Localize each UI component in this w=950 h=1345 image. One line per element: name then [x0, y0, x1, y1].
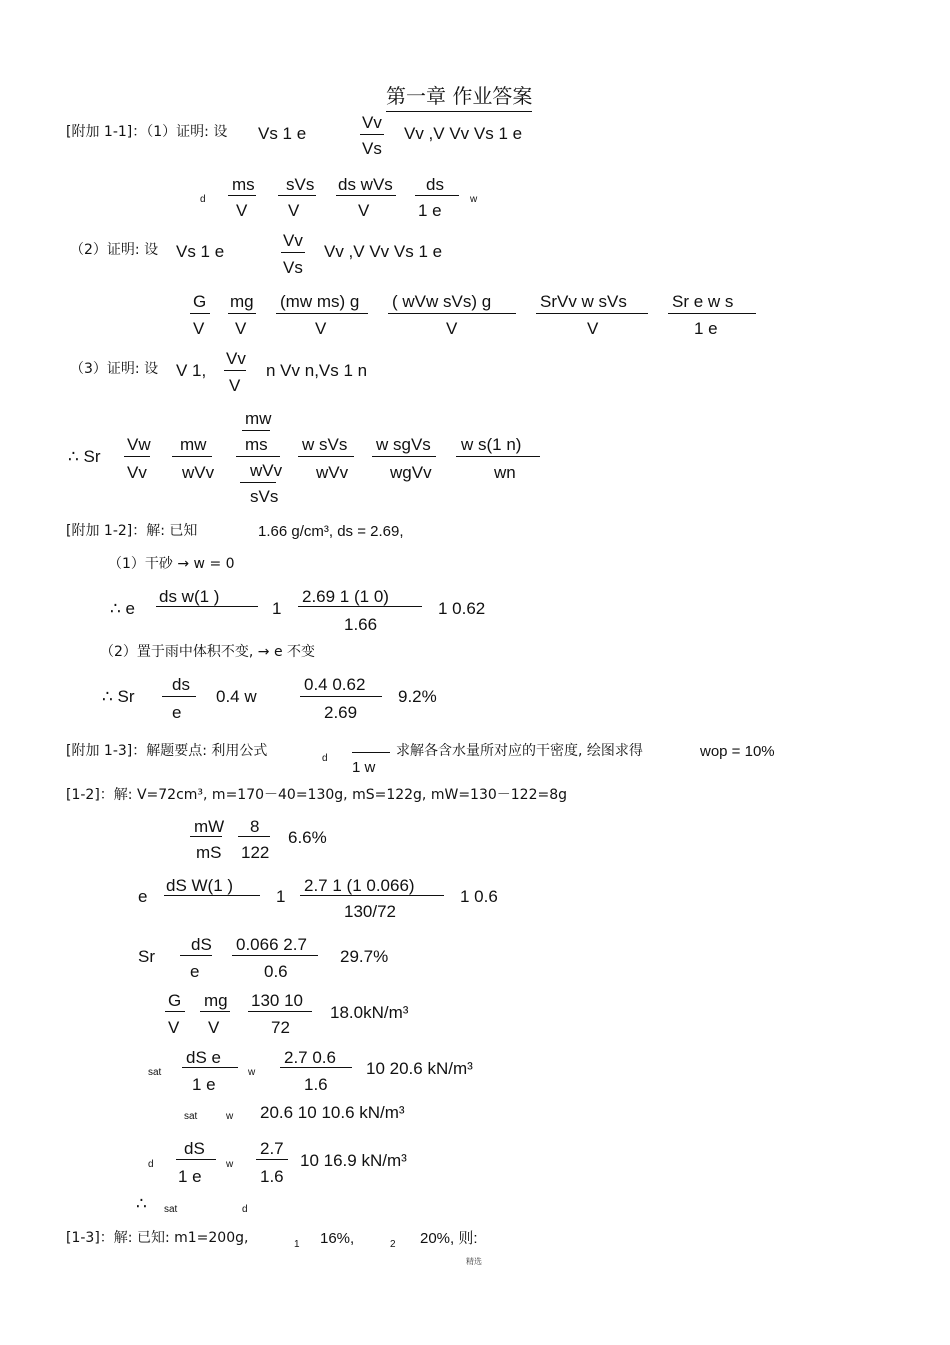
given-value: 16%, [320, 1230, 355, 1247]
result: wop = 10% [700, 743, 775, 760]
fraction-numerator: 2.69 1 (1 0) [302, 587, 389, 606]
result: 1 0.6 [460, 887, 498, 906]
fraction-bar [415, 195, 459, 196]
fraction-denominator: Vv [127, 463, 147, 482]
fraction-bar [172, 456, 212, 457]
fraction-denominator: 1 e [192, 1075, 216, 1094]
fraction-numerator: ds [172, 675, 190, 694]
fraction-bar [298, 606, 422, 607]
fraction-numerator: sVs [286, 175, 315, 194]
fraction-bar [176, 1159, 216, 1160]
fraction-numerator: ds w(1 ) [159, 587, 220, 606]
fraction-denominator: V [446, 319, 458, 338]
symbol: d [148, 1159, 154, 1170]
footer-text: 精选 [466, 1257, 482, 1266]
fraction-numerator: mg [230, 292, 254, 311]
fraction-bar [232, 955, 318, 956]
fraction-denominator: e [172, 703, 182, 722]
section-label-p12: [附加 1-2]：解: 已知 [66, 523, 198, 539]
fraction-denominator: 1 e [418, 201, 442, 220]
fraction-denominator: V [358, 201, 370, 220]
fraction-denominator: V [288, 201, 300, 220]
equation: Vv ,V Vv Vs 1 e [324, 242, 443, 261]
symbol: d [322, 753, 328, 764]
fraction-bar [281, 252, 305, 253]
fraction-bar [300, 895, 444, 896]
result: 9.2% [398, 687, 437, 706]
equation: Vs 1 e [258, 124, 307, 143]
fraction-numerator: Vv [362, 113, 382, 132]
fraction-denominator: V [587, 319, 599, 338]
fraction-denominator: V [235, 319, 247, 338]
fraction-numerator: dS e [186, 1048, 221, 1067]
step-text: （1）干砂 → w = 0 [108, 556, 235, 572]
equation: Vv ,V Vv Vs 1 e [404, 124, 523, 143]
body-text: 求解各含水量所对应的干密度, 绘图求得 [396, 743, 643, 759]
fraction-bar [224, 370, 246, 371]
result: 1 0.62 [438, 599, 486, 618]
fraction-bar [236, 456, 280, 457]
result: 29.7% [340, 947, 389, 966]
symbol: w [226, 1111, 234, 1122]
fraction-denominator: 1.6 [260, 1167, 284, 1186]
fraction-denominator: V [208, 1018, 220, 1037]
fraction-numerator: Vv [283, 231, 303, 250]
symbol: ∴ Sr [68, 447, 101, 466]
fraction-numerator: mg [204, 991, 228, 1010]
symbol: 2 [390, 1239, 396, 1250]
symbol: d [242, 1204, 248, 1215]
fraction-denominator: V [168, 1018, 180, 1037]
fraction-denominator: wVv [250, 461, 283, 480]
fraction-numerator: ms [245, 435, 268, 454]
symbol: w [248, 1067, 256, 1078]
fraction-numerator: w sgVs [376, 435, 431, 454]
fraction-bar [352, 752, 390, 753]
fraction-bar [124, 456, 150, 457]
fraction-numerator: 2.7 [260, 1139, 284, 1158]
fraction-bar [456, 456, 540, 457]
symbol: d [200, 194, 206, 205]
fraction-numerator: dS [184, 1139, 205, 1158]
equation: 0.4 w [216, 687, 257, 706]
therefore-symbol: ∴ [136, 1194, 147, 1213]
fraction-bar [280, 1067, 352, 1068]
fraction-denominator: 0.6 [264, 962, 288, 981]
fraction-denominator: V [236, 201, 248, 220]
fraction-bar [372, 456, 436, 457]
symbol: 1 [294, 1239, 300, 1250]
fraction-bar [180, 955, 212, 956]
fraction-bar [278, 195, 316, 196]
fraction-numerator: w sVs [302, 435, 348, 454]
equation: 1 [272, 599, 282, 618]
fraction-denominator: sVs [250, 487, 279, 506]
fraction-numerator: G [193, 292, 207, 311]
fraction-bar [156, 606, 258, 607]
fraction-bar [536, 313, 648, 314]
symbol: sat [164, 1204, 178, 1215]
fraction-denominator: wVv [182, 463, 215, 482]
given-values: 1.66 g/cm³, ds = 2.69, [258, 523, 404, 540]
fraction-bar [190, 313, 210, 314]
symbol: w [226, 1159, 234, 1170]
symbol: sat [184, 1111, 198, 1122]
fraction-bar [240, 482, 276, 483]
fraction-denominator: Vs [362, 139, 382, 158]
fraction-denominator: 1.66 [344, 615, 378, 634]
fraction-bar [668, 313, 756, 314]
fraction-numerator: 0.4 0.62 [304, 675, 366, 694]
fraction-denominator: V [315, 319, 327, 338]
equation: 1 [276, 887, 286, 906]
fraction-bar [238, 836, 270, 837]
fraction-bar [336, 195, 396, 196]
fraction-numerator: ds wVs [338, 175, 393, 194]
fraction-numerator: ds [426, 175, 444, 194]
fraction-numerator: Vv [226, 349, 246, 368]
fraction-denominator: e [190, 962, 200, 981]
fraction-denominator: 1.6 [304, 1075, 328, 1094]
fraction-bar [228, 313, 256, 314]
fraction-denominator: 72 [271, 1018, 290, 1037]
fraction-bar [228, 195, 256, 196]
fraction-numerator: SrVv w sVs [540, 292, 627, 311]
fraction-numerator: 2.7 0.6 [284, 1048, 336, 1067]
fraction-numerator: 2.7 1 (1 0.066) [304, 876, 415, 895]
section-label-1-1: [附加 1-1]：（1）证明: 设 [66, 124, 228, 140]
fraction-bar [164, 895, 260, 896]
fraction-numerator: G [168, 991, 182, 1010]
symbol: sat [148, 1067, 162, 1078]
equation: n Vv n,Vs 1 n [266, 361, 368, 380]
fraction-denominator: 122 [241, 843, 270, 862]
fraction-bar [200, 1011, 230, 1012]
fraction-bar [162, 696, 196, 697]
fraction-numerator: dS W(1 ) [166, 876, 234, 895]
fraction-bar [388, 313, 516, 314]
fraction-numerator: Sr e w s [672, 292, 734, 311]
fraction-denominator: 1 e [694, 319, 718, 338]
fraction-bar [360, 134, 384, 135]
fraction-denominator: wVv [316, 463, 349, 482]
fraction-denominator: wgVv [390, 463, 432, 482]
fraction-numerator: mw [180, 435, 207, 454]
fraction-numerator: Vw [127, 435, 151, 454]
equation: Vs 1 e [176, 242, 225, 261]
fraction-bar [242, 430, 270, 431]
fraction-numerator: 0.066 2.7 [236, 935, 307, 954]
fraction-bar [300, 696, 382, 697]
fraction-denominator: Vs [283, 258, 303, 277]
fraction-denominator: 2.69 [324, 703, 358, 722]
fraction-denominator: V [229, 376, 241, 395]
fraction-numerator: ms [232, 175, 255, 194]
section-label-1-1-2: （2）证明: 设 [70, 242, 159, 258]
given-value: 20%, 则: [420, 1230, 478, 1247]
section-label-q13: [1-3]：解: 已知: m1=200g, [66, 1230, 249, 1246]
section-label-p13: [附加 1-3]：解题要点: 利用公式 [66, 743, 268, 759]
fraction-numerator: mw [245, 409, 272, 428]
fraction-bar [276, 313, 368, 314]
symbol: e [138, 887, 148, 906]
fraction-numerator: (mw ms) g [280, 292, 360, 311]
result: 10 16.9 kN/m³ [300, 1151, 407, 1170]
equation: V 1, [176, 361, 207, 380]
fraction-bar [298, 456, 354, 457]
fraction-bar [165, 1011, 185, 1012]
fraction-denominator: wn [494, 463, 516, 482]
symbol: ∴ Sr [102, 687, 135, 706]
symbol: ∴ e [110, 599, 135, 618]
fraction-bar [248, 1011, 312, 1012]
fraction-bar [190, 836, 222, 837]
symbol: Sr [138, 947, 155, 966]
fraction-denominator: mS [196, 843, 222, 862]
fraction-numerator: dS [191, 935, 212, 954]
fraction-numerator: 8 [250, 817, 260, 836]
step-text: （2）置于雨中体积不变, → e 不变 [100, 644, 316, 660]
fraction-denominator: 1 e [178, 1167, 202, 1186]
symbol: w [470, 194, 478, 205]
fraction-numerator: ( wVw sVs) g [392, 292, 492, 311]
fraction-denominator: 1 w [352, 759, 376, 776]
result: 18.0kN/m³ [330, 1003, 409, 1022]
fraction-numerator: 130 10 [251, 991, 303, 1010]
fraction-bar [256, 1159, 288, 1160]
fraction-numerator: w s(1 n) [461, 435, 522, 454]
fraction-denominator: 130/72 [344, 902, 396, 921]
page-title: 第一章 作业答案 [386, 80, 532, 112]
result: 10 20.6 kN/m³ [366, 1059, 473, 1078]
fraction-denominator: V [193, 319, 205, 338]
result: 20.6 10 10.6 kN/m³ [260, 1103, 405, 1122]
result: 6.6% [288, 828, 327, 847]
section-label-1-1-3: （3）证明: 设 [70, 361, 159, 377]
fraction-bar [182, 1067, 238, 1068]
fraction-numerator: mW [194, 817, 225, 836]
section-label-q12: [1-2]：解: V=72cm³, m=170－40=130g, mS=122g, mW=130－122=8g [66, 787, 568, 803]
